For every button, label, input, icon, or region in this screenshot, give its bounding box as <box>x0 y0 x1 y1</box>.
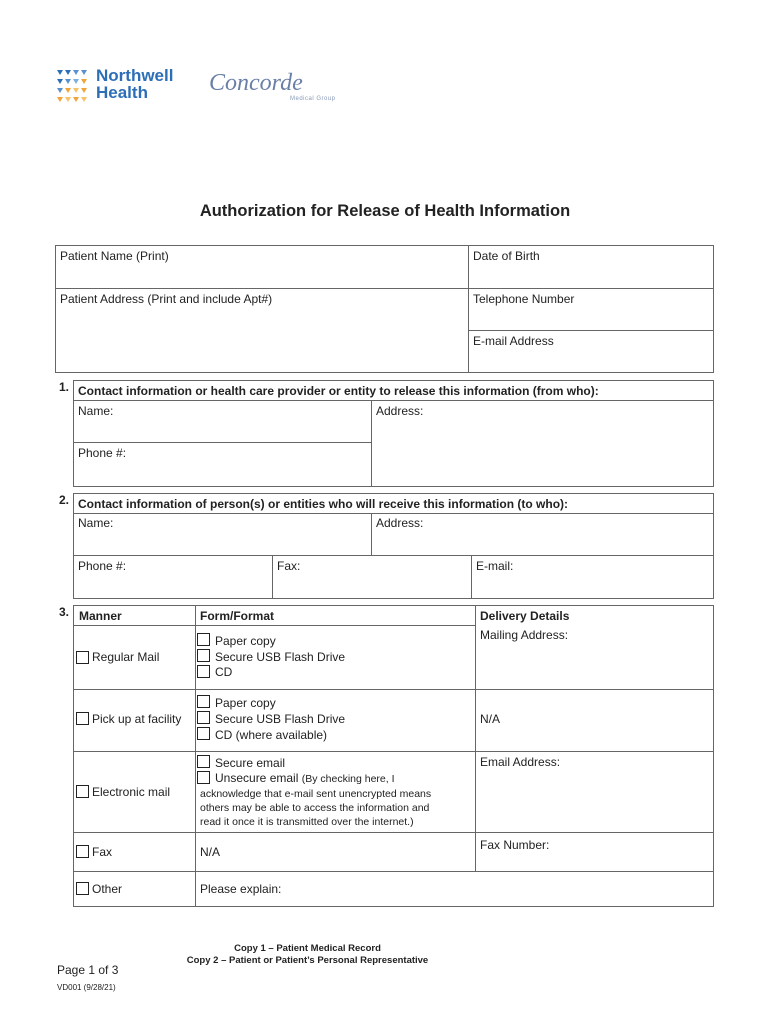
fax-form-na: N/A <box>200 845 221 859</box>
col-manner: Manner <box>79 609 122 623</box>
regular-mail-cd-label: CD <box>215 665 233 679</box>
pickup-paper-checkbox[interactable] <box>197 695 210 708</box>
fax-checkbox[interactable] <box>76 845 89 858</box>
pickup-paper-label: Paper copy <box>215 696 276 710</box>
section2-heading: Contact information of person(s) or entities who will receive this information (to who): <box>78 497 569 511</box>
unsecure-email-note-2: acknowledge that e-mail sent unencrypted means <box>200 788 432 800</box>
pickup-cd-checkbox[interactable] <box>197 727 210 740</box>
regular-mail-usb-label: Secure USB Flash Drive <box>215 650 346 664</box>
other-checkbox[interactable] <box>76 882 89 895</box>
unsecure-email-note-3: others may be able to access the information and <box>200 802 430 814</box>
section2-email-field[interactable]: E-mail: <box>476 559 514 573</box>
pickup-usb-label: Secure USB Flash Drive <box>215 712 346 726</box>
section1-address-field[interactable]: Address: <box>376 404 424 418</box>
regular-mail-paper-label: Paper copy <box>215 634 276 648</box>
patient-address-field[interactable]: Patient Address (Print and include Apt#) <box>60 292 273 306</box>
copy2-note: Copy 2 – Patient or Patient’s Personal Representative <box>186 955 429 966</box>
section1-number: 1. <box>59 380 70 394</box>
copy1-note: Copy 1 – Patient Medical Record <box>234 943 381 954</box>
section1-phone-field[interactable]: Phone #: <box>78 446 127 460</box>
electronic-mail-label: Electronic mail <box>92 785 171 799</box>
dob-field[interactable]: Date of Birth <box>473 249 540 263</box>
northwell-line2: Health <box>96 83 148 102</box>
patient-name-field[interactable]: Patient Name (Print) <box>60 249 169 263</box>
regular-mail-usb-checkbox[interactable] <box>197 649 210 662</box>
email-address-delivery-field[interactable]: Email Address: <box>480 755 561 769</box>
col-delivery-details: Delivery Details <box>480 609 570 623</box>
pickup-delivery-na: N/A <box>480 712 501 726</box>
section2-phone-field[interactable]: Phone #: <box>78 559 127 573</box>
regular-mail-checkbox[interactable] <box>76 651 89 664</box>
concorde-logo-sub: Medical Group <box>290 96 336 102</box>
regular-mail-cd-checkbox[interactable] <box>197 665 210 678</box>
telephone-field[interactable]: Telephone Number <box>473 292 575 306</box>
secure-email-label: Secure email <box>215 756 286 770</box>
email-field[interactable]: E-mail Address <box>473 334 554 348</box>
northwell-line1: Northwell <box>96 66 174 85</box>
pickup-label: Pick up at facility <box>92 712 182 726</box>
col-form-format: Form/Format <box>200 609 275 623</box>
other-explain-field[interactable]: Please explain: <box>200 882 282 896</box>
pickup-usb-checkbox[interactable] <box>197 711 210 724</box>
concorde-logo-text: Concorde <box>209 70 303 96</box>
fax-label: Fax <box>92 845 113 859</box>
patient-info-box <box>55 245 714 373</box>
delivery-table <box>73 605 714 907</box>
section1-heading: Contact information or health care provider or entity to release this information (from who): <box>78 384 599 398</box>
secure-email-checkbox[interactable] <box>197 755 210 768</box>
section2-address-field[interactable]: Address: <box>376 516 424 530</box>
regular-mail-paper-checkbox[interactable] <box>197 633 210 646</box>
unsecure-email-label: Unsecure email (By checking here, I <box>215 771 395 785</box>
unsecure-email-note-4: read it once it is transmitted over the internet.) <box>200 816 414 828</box>
section2-number: 2. <box>59 493 70 507</box>
other-label: Other <box>92 882 123 896</box>
section3-number: 3. <box>59 605 70 619</box>
unsecure-email-checkbox[interactable] <box>197 771 210 784</box>
section2-name-field[interactable]: Name: <box>78 516 114 530</box>
fax-number-field[interactable]: Fax Number: <box>480 838 550 852</box>
electronic-mail-checkbox[interactable] <box>76 785 89 798</box>
regular-mail-label: Regular Mail <box>92 650 160 664</box>
pickup-checkbox[interactable] <box>76 712 89 725</box>
pickup-cd-label: CD (where available) <box>215 728 328 742</box>
northwell-logo-mark <box>57 70 91 106</box>
section2-fax-field[interactable]: Fax: <box>277 559 301 573</box>
section1-name-field[interactable]: Name: <box>78 404 114 418</box>
northwell-logo-text <box>96 67 173 101</box>
form-title: Authorization for Release of Health Information <box>199 202 571 220</box>
page-number: Page 1 of 3 <box>57 963 119 977</box>
form-code: VD001 (9/28/21) <box>57 983 116 992</box>
mailing-address-field[interactable]: Mailing Address: <box>480 628 569 642</box>
